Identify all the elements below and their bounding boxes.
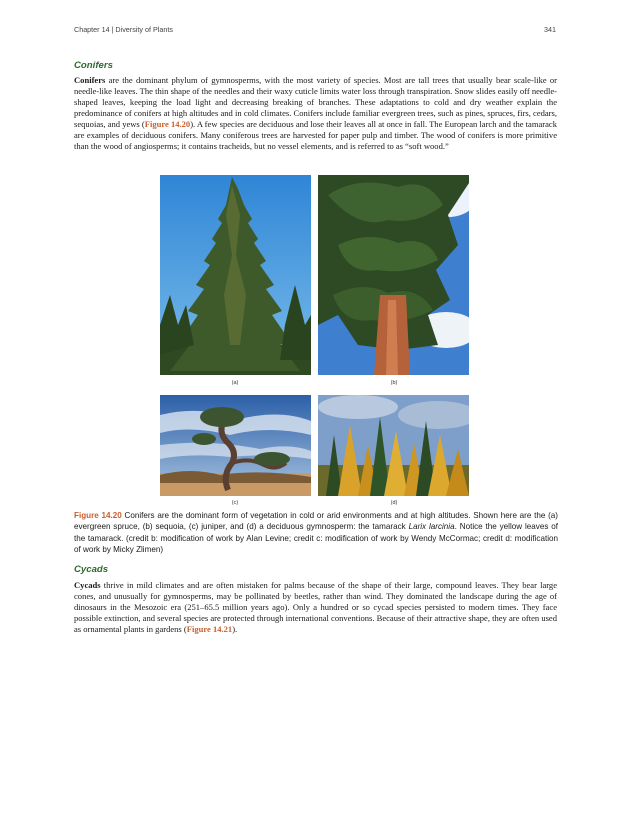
figure-reference-link[interactable]: Figure 14.21: [186, 624, 233, 635]
term-cycads: Cycads: [74, 580, 101, 590]
chapter-title: Chapter 14 | Diversity of Plants: [74, 25, 173, 34]
figure-label-b: (b): [390, 380, 398, 386]
section-heading-cycads: Cycads: [74, 564, 109, 575]
cycads-paragraph: [74, 580, 557, 635]
conifers-text-part1: are the dominant phylum of gymnosperms, with the most variety of species. Most are tall trees that usually bear scale-like or needle-like leaves. The thin shape of the needles and their waxy cuticle limits water loss through transpiration. Snow slides easily off needle-shaped leaves, keeping the load light and decreasing breaking of branches. These adaptations to cold and dry weather explain the predominance of conifers at high altitudes and in cold climates. Conifers include familiar evergreen trees, such as pines, spruces, firs, cedars, sequoias, and yews (: [74, 75, 557, 130]
caption-text-part2: . Notice the yellow leaves of the tamarack. (credit b: modification of work by Alan Levine; credit c: modification of work by Wendy McCormac; credit d: modification of work by Micky Zlimen): [74, 522, 558, 555]
conifers-text-part2: ). A few species are deciduous and lose their leaves all at once in fall. The European larch and the tamarack are examples of deciduous conifers. Many coniferous trees are harvested for paper pulp and timber. The wood of conifers is more primitive than the wood of angiosperms; it contains tracheids, but no vessel elements, and is referred to as “soft wood.”: [74, 119, 557, 152]
term-conifers: Conifers: [74, 75, 106, 85]
photo-juniper: [160, 395, 311, 496]
photo-spruce: [160, 175, 311, 375]
cycads-text-part2: ).: [232, 624, 238, 635]
caption-text-part1: Conifers are the dominant form of vegetation in cold or arid environments and at high altitudes. Shown here are the (a) evergreen spruce, (b) sequoia, (c) juniper, and (d) a deciduous gymnosperm: the tamarack: [74, 511, 558, 532]
figure-caption: [74, 510, 558, 556]
cycads-text-part1: thrive in mild climates and are often mistaken for palms because of the shape of their large, compound leaves. They bear large cones, and unusually for gymnosperms, may be pollinated by beetles, rather than wind. They dominated the landscape during the age of dinosaurs in the Mesozoic era (251–65.5 million years ago). Only a hundred or so cycad species persisted to modern times. They face possible extinction, and several species are protected through international conventions. Because of their attractive shape, they are often used as ornamental plants in gardens (: [74, 580, 557, 635]
photo-sequoia: [318, 175, 469, 375]
figure-reference-link[interactable]: Figure 14.20: [144, 119, 191, 130]
caption-figure-label: Figure 14.20: [74, 511, 122, 520]
page-number: 341: [544, 25, 556, 34]
figure-label-d: (d): [390, 500, 398, 506]
figure-label-c: (c): [231, 500, 239, 506]
section-heading-conifers: Conifers: [74, 60, 113, 71]
photo-tamarack: [318, 395, 469, 496]
caption-species-name: Larix larcinia: [408, 522, 455, 532]
figure-label-a: (a): [231, 380, 239, 386]
conifers-paragraph: [74, 75, 557, 152]
